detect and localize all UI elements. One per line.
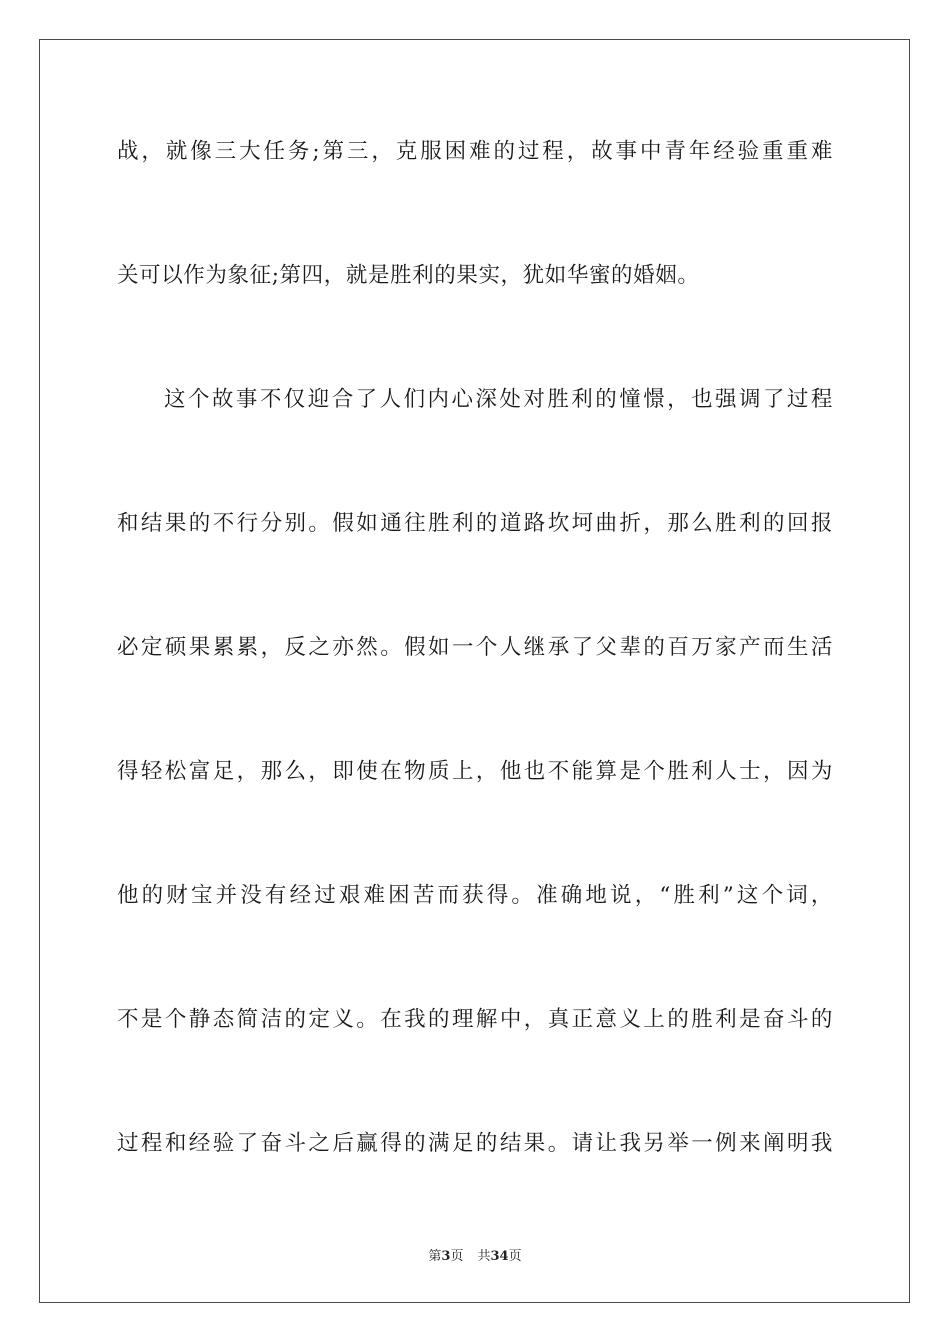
footer-page-prefix: 第	[428, 1249, 442, 1264]
text-line-1: 战，就像三大任务;第三，克服困难的过程，故事中青年经验重重难	[117, 139, 833, 164]
text-line-2: 关可以作为象征;第四，就是胜利的果实，犹如华蜜的婚姻。	[117, 263, 700, 288]
text-line-7: 他的财宝并没有经过艰难困苦而获得。准确地说，“胜利”这个词，	[117, 883, 833, 908]
page-border	[39, 39, 910, 1303]
text-line-6: 得轻松富足，那么，即使在物质上，他也不能算是个胜利人士，因为	[117, 759, 833, 784]
text-line-9: 过程和经验了奋斗之后赢得的满足的结果。请让我另举一例来阐明我	[117, 1131, 833, 1156]
text-line-8: 不是个静态简洁的定义。在我的理解中，真正意义上的胜利是奋斗的	[117, 1007, 833, 1032]
footer-total-number: 34	[490, 1249, 509, 1264]
footer-total-prefix: 共	[477, 1249, 491, 1264]
footer-page-suffix: 页	[450, 1249, 464, 1264]
text-line-4: 和结果的不行分别。假如通往胜利的道路坎坷曲折，那么胜利的回报	[117, 511, 833, 536]
text-line-5: 必定硕果累累，反之亦然。假如一个人继承了父辈的百万家产而生活	[117, 635, 833, 660]
page-footer	[0, 1248, 950, 1266]
footer-page-number: 3	[441, 1249, 451, 1264]
text-line-3-paragraph-start: 这个故事不仅迎合了人们内心深处对胜利的憧憬，也强调了过程	[164, 387, 833, 412]
footer-total-suffix: 页	[508, 1249, 522, 1264]
